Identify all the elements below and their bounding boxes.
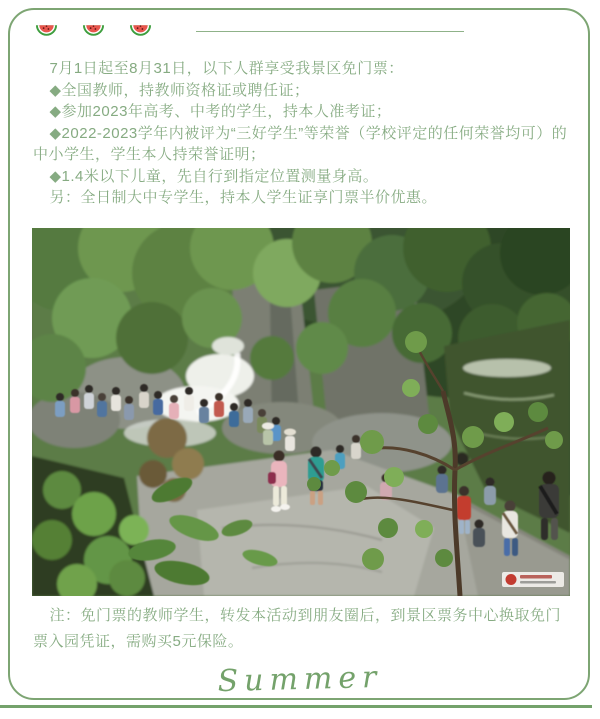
notice-line: ◆1.4米以下儿童，先自行到指定位置测量身高。 [49, 167, 379, 185]
forest-scenery [32, 228, 570, 596]
notice-line: ◆全国教师，持教师资格证或聘任证； [49, 81, 310, 99]
notice-line: 另：全日制大中专学生，持本人学生证享门票半价优惠。 [49, 189, 438, 206]
watermelon-icon-row [35, 20, 152, 42]
notice-paragraphs [33, 58, 570, 209]
note-paragraph: 注：免门票的教师学生，转发本活动到朋友圈后，到景区票务中心换取免门票入园凭证，需购买5元保险。 [33, 607, 562, 650]
scenic-photo[interactable] [32, 228, 570, 596]
watermark-logo [502, 572, 564, 587]
notice-line: ◆2022-2023学年内被评为“三好学生”等荣誉（学校评定的任何荣誉均可）的中小学生，学生本人持荣誉证明； [33, 124, 568, 163]
watermelon-icon [35, 20, 58, 40]
notice-line: 7月1日起至8月31日，以下人群享受我景区免门票： [49, 60, 404, 77]
header-divider-line [196, 31, 464, 32]
note-text [33, 603, 570, 655]
watermelon-icon [129, 20, 152, 40]
notice-line: ◆参加2023年高考、中考的学生，持本人准考证； [49, 103, 392, 120]
watermelon-icon [82, 20, 105, 40]
summer-script-label: Summer [217, 659, 383, 700]
bottom-rule-line [0, 705, 592, 708]
